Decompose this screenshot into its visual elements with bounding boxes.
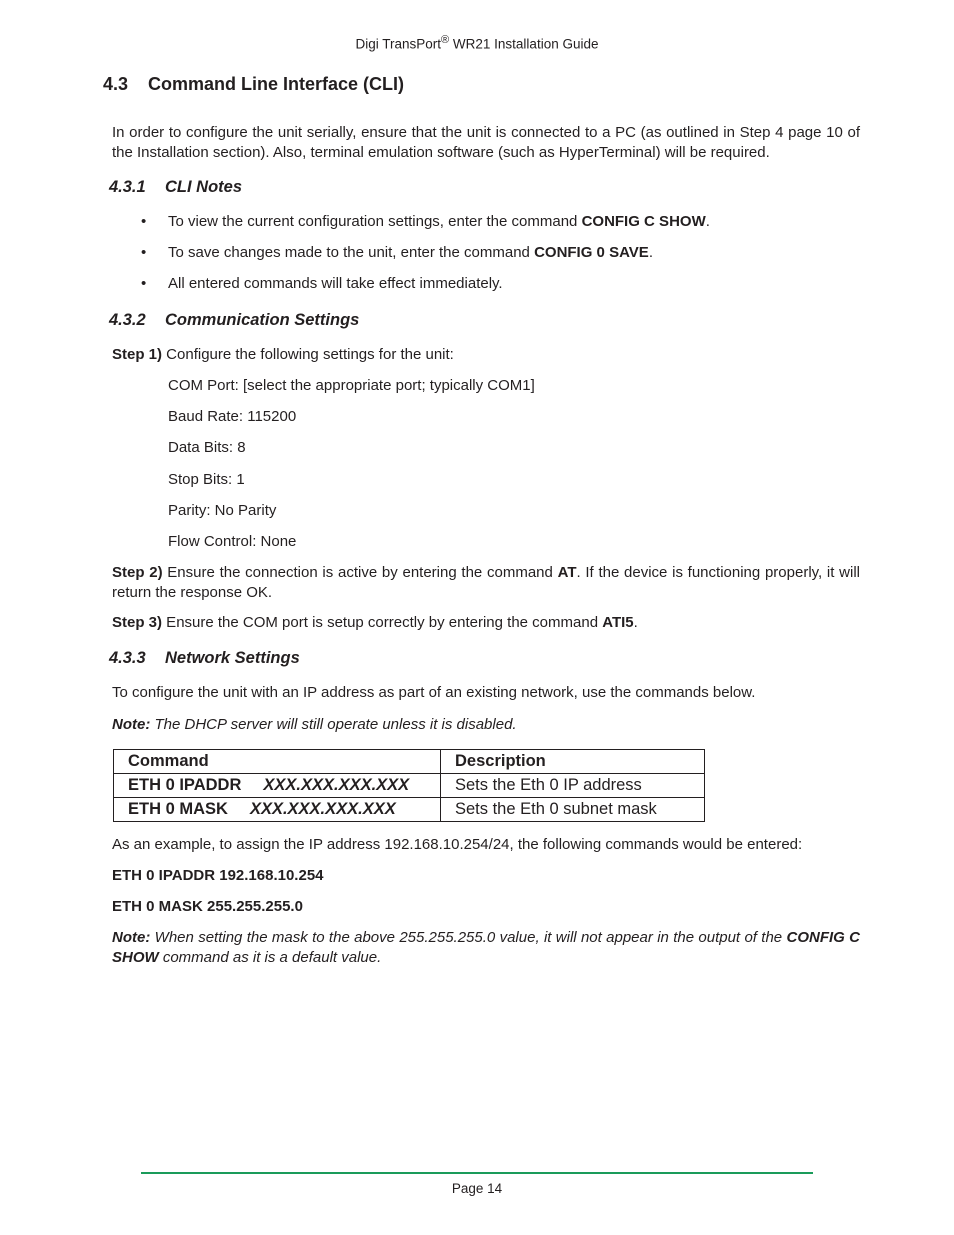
command-cell: ETH 0 IPADDR XXX.XXX.XXX.XXX xyxy=(114,774,441,798)
column-header: Command xyxy=(114,750,441,774)
example-command-ipaddr: ETH 0 IPADDR 192.168.10.254 xyxy=(112,867,324,884)
network-intro: To configure the unit with an IP address as part of an existing network, use the commands below. xyxy=(112,684,756,701)
subsection-heading-network: 4.3.3 Network Settings xyxy=(109,649,300,667)
setting-flow-control: Flow Control: None xyxy=(168,533,297,550)
column-header: Description xyxy=(441,750,705,774)
list-item: • All entered commands will take effect immediately. xyxy=(141,275,503,292)
intro-paragraph: In order to configure the unit serially, ensure that the unit is connected to a PC (as outlined in Step 4 page 10 of the Installation section). Also, terminal emulation software (such as HyperTerminal) will be required. xyxy=(112,124,860,161)
table-row xyxy=(114,798,705,822)
setting-stop-bits: Stop Bits: 1 xyxy=(168,471,245,488)
step-2: Step 2) Ensure the connection is active by entering the command AT. If the device is functioning properly, it will return the response OK. xyxy=(112,564,860,601)
subsection-heading-cli-notes: 4.3.1 CLI Notes xyxy=(109,178,243,196)
table-header-row xyxy=(114,750,705,774)
command-table xyxy=(113,749,705,822)
subsection-heading-communication: 4.3.2 Communication Settings xyxy=(109,311,360,329)
table-row xyxy=(114,774,705,798)
footer-rule xyxy=(141,1172,813,1174)
description-cell: Sets the Eth 0 IP address xyxy=(441,774,705,798)
page-header: Digi TransPort® WR21 Installation Guide xyxy=(355,34,599,52)
step-3: Step 3) Ensure the COM port is setup correctly by entering the command ATI5. xyxy=(112,614,638,631)
example-command-mask: ETH 0 MASK 255.255.255.0 xyxy=(112,898,303,915)
setting-data-bits: Data Bits: 8 xyxy=(168,439,246,456)
description-cell: Sets the Eth 0 subnet mask xyxy=(441,798,705,822)
setting-baud-rate: Baud Rate: 115200 xyxy=(168,408,297,425)
list-item: • To view the current configuration settings, enter the command CONFIG C SHOW. xyxy=(141,213,710,230)
command-cell: ETH 0 MASK XXX.XXX.XXX.XXX xyxy=(114,798,441,822)
list-item: • To save changes made to the unit, enter the command CONFIG 0 SAVE. xyxy=(141,244,653,261)
note-default-mask: Note: When setting the mask to the above 255.255.255.0 value, it will not appear in the output of the CONFIG C SHOW command as it is a default value. xyxy=(112,929,860,966)
setting-parity: Parity: No Parity xyxy=(168,502,277,519)
example-paragraph: As an example, to assign the IP address 192.168.10.254/24, the following commands would be entered: xyxy=(112,836,803,853)
step-1: Step 1) Configure the following settings for the unit: xyxy=(112,346,454,363)
setting-com-port: COM Port: [select the appropriate port; typically COM1] xyxy=(168,377,535,394)
note: Note: The DHCP server will still operate unless it is disabled. xyxy=(112,716,517,733)
section-title: Command Line Interface (CLI) xyxy=(148,74,405,94)
section-number: 4.3 xyxy=(103,74,129,94)
section-heading xyxy=(103,74,404,95)
page-number: Page 14 xyxy=(451,1181,503,1196)
